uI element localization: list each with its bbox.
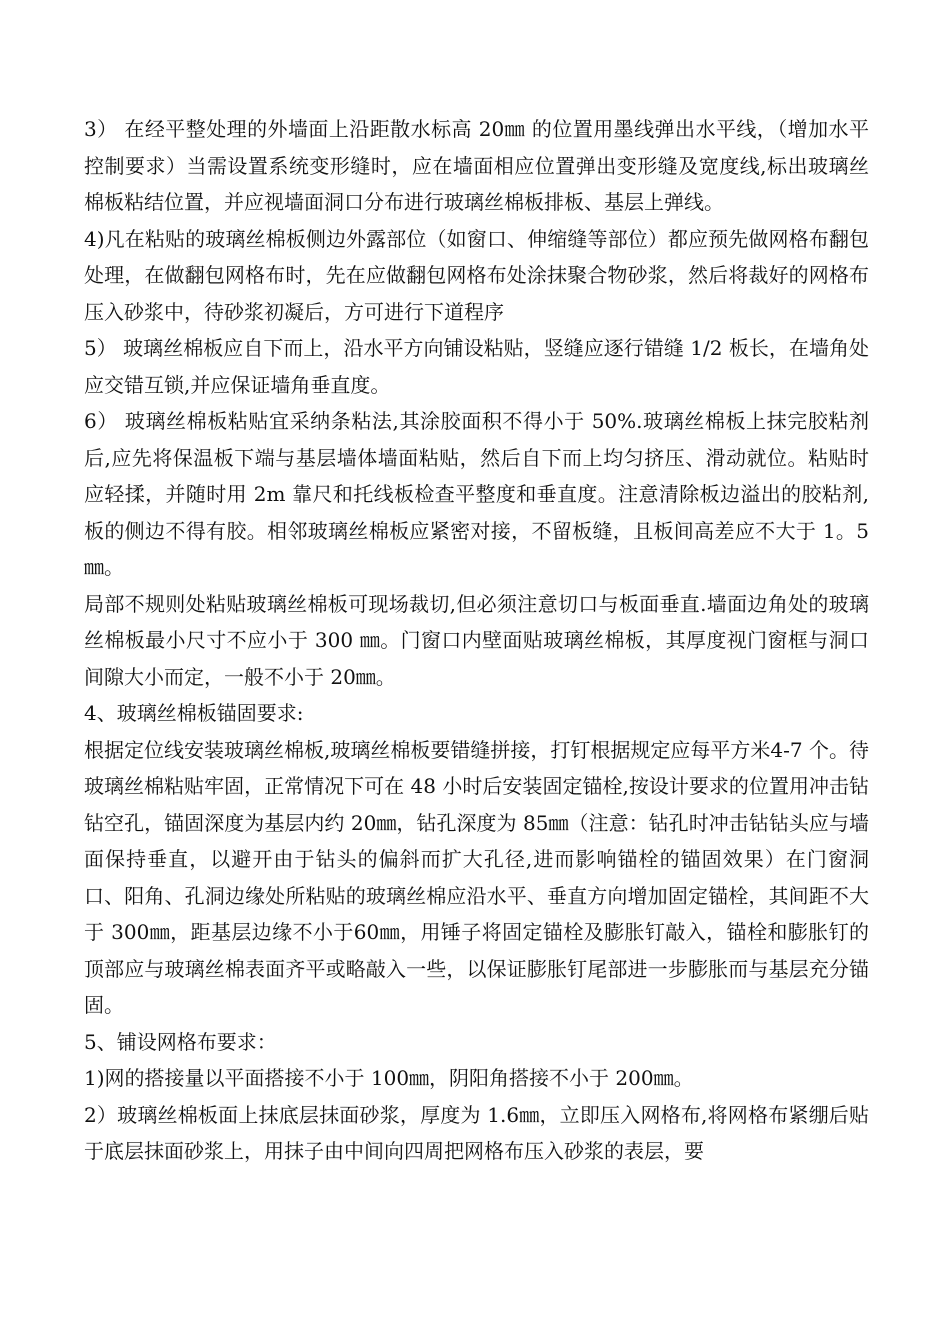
document-page [84, 111, 869, 1170]
section-heading-mesh: 5、铺设网格布要求： [84, 1029, 277, 1054]
paragraph-step-5: 5） 玻璃丝棉板应自下而上，沿水平方向铺设粘贴，竖缝应逐行错缝 1/2 板长，在墙角处应交错互锁,并应保证墙角垂直度。 [84, 336, 869, 397]
paragraph-anchoring: 根据定位线安装玻璃丝棉板,玻璃丝棉板要错缝拼接，打钉根据规定应每平方米4-7 个。待玻璃丝棉粘贴牢固，正常情况下可在 48 小时后安装固定锚栓,按设计要求的位置用冲击钻钻空孔，锚固深度为基层内约 20㎜，钻孔深度为 85㎜（注意：钻孔时冲击钻钻头应与墙面保持垂直，以避开由于钻头的偏斜而扩大孔径,进而影响锚栓的锚固效果）在门窗洞口、阳角、孔洞边缘处所粘贴的玻璃丝棉应沿水平、垂直方向增加固定锚栓，其间距不大于 300㎜，距基层边缘不小于60㎜，用锤子将固定锚栓及膨胀钉敲入，锚栓和膨胀钉的顶部应与玻璃丝棉表面齐平或略敲入一些，以保证膨胀钉尾部进一步膨胀而与基层充分锚固。 [84, 737, 869, 1017]
paragraph-step-6: 6） 玻璃丝棉板粘贴宜采纳条粘法,其涂胶面积不得小于 50%.玻璃丝棉板上抹完胶粘剂后,应先将保温板下端与基层墙体墙面粘贴，然后自下而上均匀挤压、滑动就位。粘贴时应轻揉，并随时用 2m 靠尺和托线板检查平整度和垂直度。注意清除板边溢出的胶粘剂,板的侧边不得有胶。相邻玻璃丝棉板应紧密对接，不留板缝，且板间高差应不大于 1。5㎜。 [84, 409, 869, 579]
paragraph-mesh-mortar: 2）玻璃丝棉板面上抹底层抹面砂浆，厚度为 1.6㎜，立即压入网格布,将网格布紧绷后贴于底层抹面砂浆上，用抹子由中间向四周把网格布压入砂浆的表层，要 [84, 1102, 869, 1163]
paragraph-step-4: 4)凡在粘贴的玻璃丝棉板侧边外露部位（如窗口、伸缩缝等部位）都应预先做网格布翻包处理，在做翻包网格布时，先在应做翻包网格布处涂抹聚合物砂浆，然后将裁好的网格布压入砂浆中，待砂浆初凝后，方可进行下道程序 [84, 226, 869, 324]
paragraph-step-3: 3） 在经平整处理的外墙面上沿距散水标高 20㎜ 的位置用墨线弹出水平线，（增加水平控制要求）当需设置系统变形缝时，应在墙面相应位置弹出变形缝及宽度线,标出玻璃丝棉板粘结位置，并应视墙面洞口分布进行玻璃丝棉板排板、基层上弹线。 [84, 117, 869, 214]
paragraph-mesh-overlap: 1)网的搭接量以平面搭接不小于 100㎜，阴阳角搭接不小于 200㎜。 [84, 1066, 694, 1090]
paragraph-irregular-areas: 局部不规则处粘贴玻璃丝棉板可现场裁切,但必须注意切口与板面垂直.墙面边角处的玻璃丝棉板最小尺寸不应小于 300 ㎜。门窗口内壁面贴玻璃丝棉板，其厚度视门窗框与洞口间隙大小而定，一般不小于 20㎜。 [84, 591, 869, 689]
section-heading-anchoring: 4、玻璃丝棉板锚固要求: [84, 701, 304, 725]
